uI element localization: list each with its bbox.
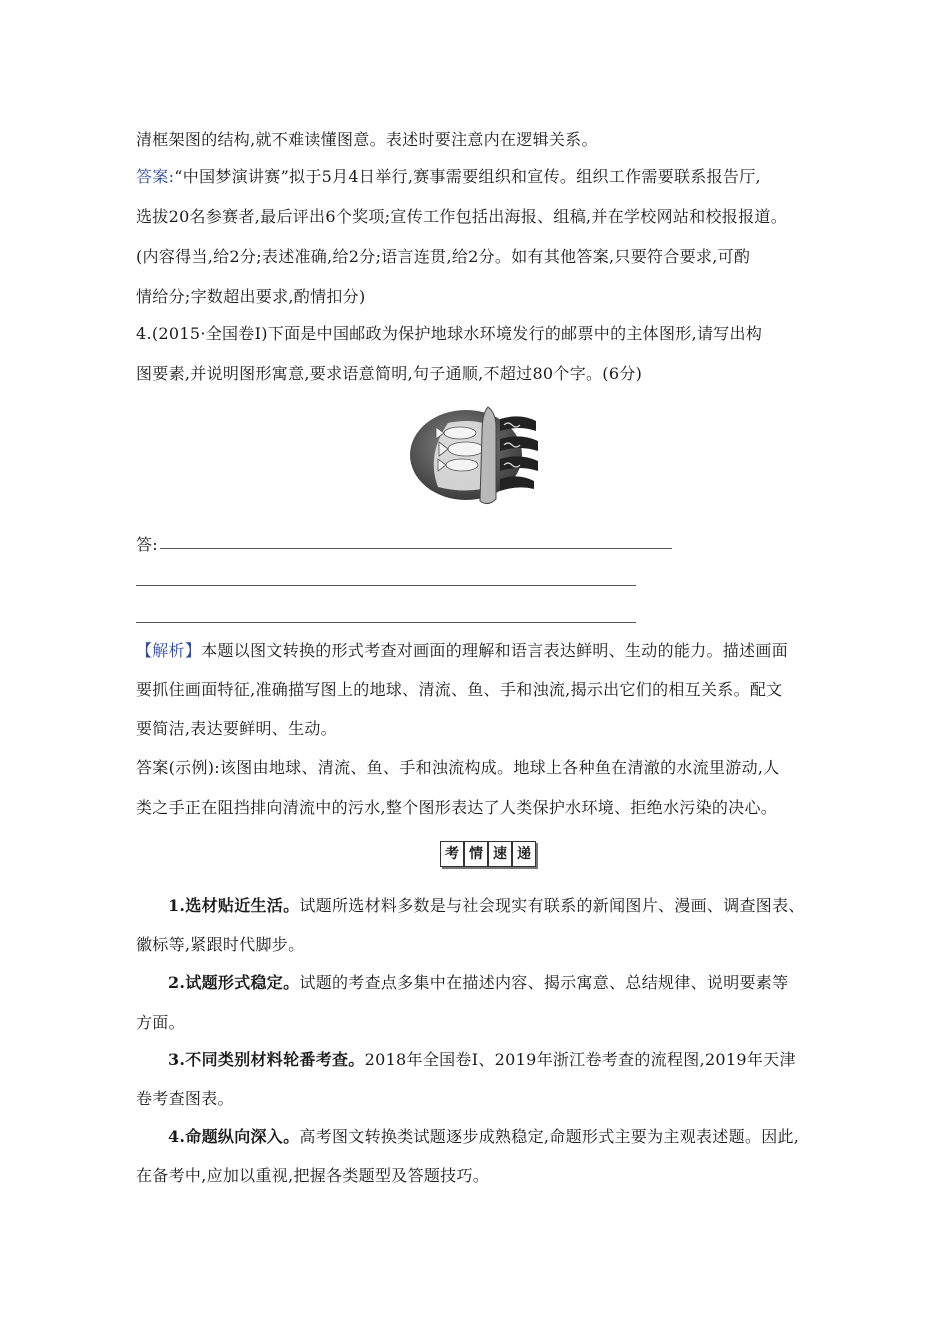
point-title: 1.选材贴近生活。 (168, 896, 300, 915)
badge-char: 考 (440, 841, 464, 867)
point-line: 方面。 (136, 1013, 185, 1032)
point-text: 2018年全国卷Ⅰ、2019年浙江卷考查的流程图,2019年天津 (364, 1050, 796, 1069)
badge-char: 速 (488, 841, 512, 867)
analysis-line (136, 641, 788, 661)
answer-line: 情给分;字数超出要求,酌情扣分) (136, 287, 366, 306)
point-line: 徽标等,紧跟时代脚步。 (136, 935, 305, 954)
analysis-line: 类之手正在阻挡排向清流中的污水,整个图形表达了人类保护水环境、拒绝水污染的决心。 (136, 798, 778, 817)
answer-rule (160, 548, 672, 549)
analysis-line: 答案(示例):该图由地球、清流、鱼、手和浊流构成。地球上各种鱼在清澈的水流里游动,人 (136, 758, 780, 777)
point-title: 4.命题纵向深入。 (168, 1127, 300, 1146)
answer-rule (136, 585, 636, 586)
answer-line: (内容得当,给2分;表述准确,给2分;语言连贯,给2分。如有其他答案,只要符合要求,可酌 (136, 247, 751, 266)
analysis-label: 【解析】 (136, 641, 202, 660)
answer-label: 答案: (136, 167, 175, 186)
badge-char: 递 (512, 841, 536, 867)
analysis-text: 本题以图文转换的形式考查对画面的理解和语言表达鲜明、生动的能力。描述画面 (201, 641, 789, 660)
answer-line (136, 167, 761, 187)
point-title: 3.不同类别材料轮番考查。 (168, 1050, 365, 1069)
question-line: 4.(2015·全国卷Ⅰ)下面是中国邮政为保护地球水环境发行的邮票中的主体图形,请写出构 (136, 324, 763, 343)
analysis-line: 要抓住画面特征,准确描写图上的地球、清流、鱼、手和浊流,揭示出它们的相互关系。配文 (136, 680, 783, 699)
point-line (168, 973, 788, 993)
point-line (168, 1050, 796, 1070)
paragraph-line: 清框架图的结构,就不难读懂图意。表述时要注意内在逻辑关系。 (136, 130, 598, 149)
point-text: 高考图文转换类试题逐步成熟稳定,命题形式主要为主观表述题。因此, (299, 1127, 800, 1146)
answer-line: 选拔20名参赛者,最后评出6个奖项;宣传工作包括出海报、组稿,并在学校网站和校报报道。 (136, 207, 788, 226)
point-line: 在备考中,应加以重视,把握各类题型及答题技巧。 (136, 1166, 490, 1185)
stamp-illustration (408, 403, 542, 511)
point-line (168, 896, 805, 916)
section-badge (438, 838, 538, 872)
badge-char: 情 (464, 841, 488, 867)
point-title: 2.试题形式稳定。 (168, 973, 300, 992)
point-line: 卷考查图表。 (136, 1089, 234, 1108)
answer-rule (136, 622, 636, 623)
answer-blank-label: 答: (136, 535, 158, 554)
point-text: 试题的考查点多集中在描述内容、揭示寓意、总结规律、说明要素等 (299, 973, 789, 992)
answer-text: “中国梦演讲赛”拟于5月4日举行,赛事需要组织和宣传。组织工作需要联系报告厅, (174, 167, 761, 186)
point-line (168, 1127, 799, 1147)
analysis-line: 要简洁,表达要鲜明、生动。 (136, 719, 337, 738)
point-text: 试题所选材料多数是与社会现实有联系的新闻图片、漫画、调查图表、 (299, 896, 805, 915)
hand-shape (480, 407, 496, 504)
question-line: 图要素,并说明图形寓意,要求语意简明,句子通顺,不超过80个字。(6分) (136, 364, 643, 383)
